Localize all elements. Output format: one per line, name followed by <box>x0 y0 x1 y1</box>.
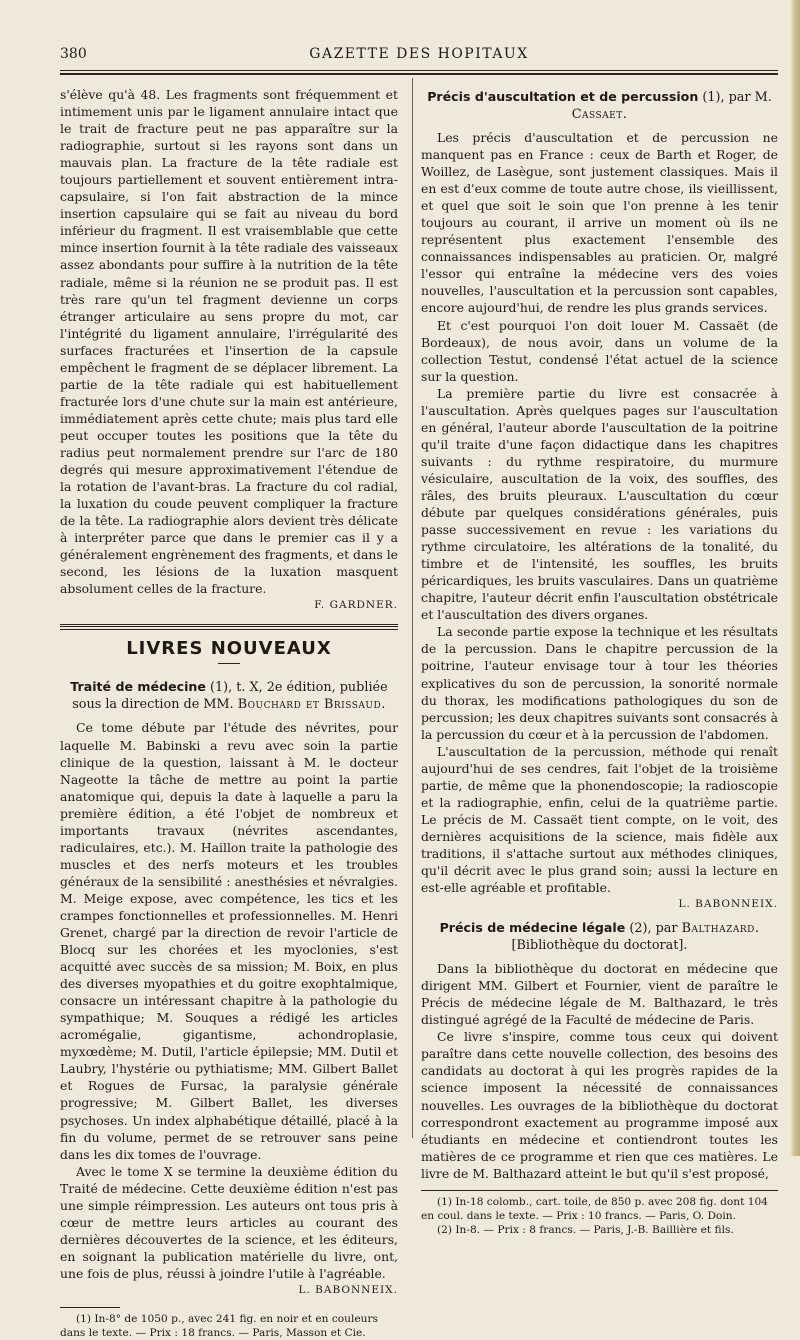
review-note: (2), par <box>625 921 682 937</box>
journal-title: GAZETTE DES HOPITAUX <box>309 46 529 62</box>
footnote-rule <box>421 1190 778 1191</box>
section-rule-thin <box>60 629 398 630</box>
book-spine-edge <box>790 0 800 1156</box>
review-title: Traité de médecine <box>70 679 206 695</box>
review-paragraph: Les précis d'auscultation et de percussion ne manquent pas en France : ceux de Barth et Roger, de Woillez, de Lasègue, sont justement classiques. Mais il en est d'eux comme de toute autre chose, ils vieillissent, et quel que soit le soin que l'on prenne à les tenir toujours au courant, il arrive un moment où ils ne représentent plus exactement l'ensemble des connaissances indispensables au praticien. Or, malgré l'essor qui entraîne la médecine vers des voies nouvelles, l'auscultation et la percussion sont capables, encore aujourd'hui, de rendre les plus grands services. <box>421 130 778 316</box>
review-signature: L. BABONNEIX. <box>298 1284 398 1296</box>
section-title: LIVRES NOUVEAUX <box>126 638 332 660</box>
page-number: 380 <box>60 46 87 62</box>
header-rule-bottom <box>60 73 778 75</box>
article-signature: F. GARDNER. <box>314 599 398 612</box>
review-paragraph: Avec le tome X se termine la deuxième édition du Traité de médecine. Cette deuxième édition n'est pas une simple réimpression. Les auteurs ont tous pris à cœur de mettre leurs articles au courant des dernières découvertes de la science, et les éditeurs, en soignant la publication matérielle du livre, ont, une fois de plus, réussi à joindre l'utile à l'agréable. <box>60 1163 398 1281</box>
review-paragraph: L'auscultation de la percussion, méthode qui renaît aujourd'hui de ses cendres, fait l'objet de la troisième partie, de même que la phonendoscopie; la radioscopie et la radiographie, enfin, celui de la quatrième partie. Le précis de M. Cassaët tient compte, on le voit, des dernières acquisitions de la science, mais fidèle aux traditions, il s'attache surtout aux méthodes cliniques, qu'il décrit avec le plus grand soin; aussi la lecture en est-elle agréable et profitable. <box>421 743 778 896</box>
review-paragraph: Et c'est pourquoi l'on doit louer M. Cassaët (de Bordeaux), de nous avoir, dans un volume de la collection Testut, condensé l'état actuel de la science sur la question. <box>421 317 778 384</box>
review-series: [Bibliothèque du doctorat]. <box>511 938 688 954</box>
review-authors: Bouchard et Brissaud. <box>237 697 386 713</box>
section-rule <box>60 624 398 627</box>
review-heading <box>421 919 778 954</box>
review-title: Précis d'auscultation et de percussion <box>427 89 699 104</box>
column-divider <box>412 78 413 1138</box>
review-heading <box>421 88 778 123</box>
footnote-rule <box>60 1307 120 1308</box>
footnote: (1) In-8° de 1050 p., avec 241 fig. en noir et en couleurs dans le texte. — Prix : 18 francs. — Paris, Masson et Cie. <box>60 1313 378 1340</box>
review-heading <box>60 678 398 713</box>
review-paragraph: La première partie du livre est consacrée à l'auscultation. Après quelques pages sur l'auscultation en général, l'auteur aborde l'auscultation de la poitrine qu'il traite d'une façon didactique dans les chapitres suivants : du rythme respiratoire, du murmure vésiculaire, auscultation de la voix, des souffles, des râles, des bruits pleuraux. L'auscultation du cœur débute par quelques considérations générales, puis passe successivement en revue : les variations du rythme circulatoire, les altérations de la tonalité, du timbre et de l'intensité, les souffles, les bruits péricardiques, les bruits vasculaires. Dans un quatrième chapitre, l'auteur décrit enfin l'auscultation obstétricale et l'auscultation des divers organes. <box>421 385 778 623</box>
review-details: (1), t. X, 2e édition, publiée sous la direction de MM. <box>72 680 388 713</box>
review-paragraph: Ce tome débute par l'étude des névrites, pour laquelle M. Babinski a revu avec soin la partie clinique de la question, laissant à M. le docteur Nageotte la tâche de mettre au point la partie anatomique qui, depuis la date à laquelle a paru la première édition, a été l'objet de nombreux et importants travaux (névrites ascendantes, radiculaires, etc.). M. Haillon traite la pathologie des muscles et des nerfs moteurs et les troubles généraux de la sensibilité : anesthésies et névralgies. M. Meige expose, avec compétence, les tics et les crampes fonctionnelles et professionnelles. M. Henri Grenet, chargé par la direction de revoir l'article de Blocq sur les chorées et les myoclonies, s'est acquitté avec succès de sa mission; M. Boix, en plus des diverses myopathies et du goitre exophtalmique, consacre un intéressant chapitre à la pathologie du sympathique; M. Souques a rédigé les articles acromégalie, gigantisme, achondroplasie, myxœdème; M. Dutil, l'article épilepsie; MM. Dutil et Laubry, l'hystérie ou pythiatisme; MM. Gilbert Ballet et Rogues de Fursac, la paralysie générale progressive; M. Gilbert Ballet, les diverses psychoses. Un index alphabétique détaillé, placé à la fin du volume, permet de se retrouver sans peine dans les dix tomes de l'ouvrage. <box>60 720 398 1162</box>
review-signature: L. BABONNEIX. <box>678 898 778 911</box>
left-column <box>60 86 398 1340</box>
header-rule-top <box>60 70 778 71</box>
review-paragraph: La seconde partie expose la technique et les résultats de la percussion. Dans le chapitre percussion de la poitrine, l'auteur envisage tour à tour les théories explicatives du son de percussion, la sonorité normale du thorax, les modifications pathologiques du son de percussion; les deux chapitres suivants sont consacrés à la percussion du cœur et à la percussion de l'abdomen. <box>421 624 778 742</box>
review-title: Précis de médecine légale <box>439 920 626 936</box>
footnote: (2) In-8. — Prix : 8 francs. — Paris, J.-B. Baillière et fils. <box>437 1223 734 1236</box>
article-continuation: s'élève qu'à 48. Les fragments sont fréquemment et intimement unis par le ligament annulaire intact que le trait de fracture peut ne pas apparaître sur la radiographie, surtout si les rayons sont dans un mauvais plan. La fracture de la tête radiale est toujours partiellement et souvent entièrement intra-capsulaire, si l'on fait abstraction de la mince insertion capsulaire qui se fait au niveau du bord inférieur du fragment. Il est vraisemblable que cette mince insertion fournit à la tête radiale des vaisseaux assez abondants pour suffire à la nutrition de la tête radiale, même si la réunion ne se produit pas. Il est très rare qu'un tel fragment devienne un corps étranger articulaire au sens propre du mot, car l'intégrité du ligament annulaire, l'irrégularité des surfaces fracturées et l'insertion de la capsule empêchent le fragment de se déplacer librement. La partie de la tête radiale qui est habituellement fracturée lors d'une chute sur la main est antérieure, immédiatement après cette chute; mais plus tard elle peut occuper toutes les positions que la tête du radius peut normalement prendre sur l'arc de 180 degrés qui mesure approximativement l'étendue de la rotation de l'avant-bras. La fracture du col radial, la luxation du coude peuvent compliquer la fracture de la tête. La radiographie alors devient très délicate à interpréter parce que dans le premier cas il y a généralement engrènement des fragments, et dans le second, les lésions de la luxation masquent absolument celles de la fracture. <box>60 87 398 597</box>
review-author: Balthazard. <box>681 921 760 937</box>
review-note: (1), par M. <box>698 90 772 105</box>
section-title-underline <box>218 663 240 664</box>
review-paragraph: Dans la bibliothèque du doctorat en médecine que dirigent MM. Gilbert et Fournier, vient de paraître le Précis de médecine légale de M. Balthazard, le très distingué agrégé de la Faculté de médecine de Paris. <box>421 961 778 1028</box>
review-paragraph: Ce livre s'inspire, comme tous ceux qui doivent paraître dans cette nouvelle collection, des besoins des candidats au doctorat à qui les progrès rapides de la science imposent la nécessité de connaissances nouvelles. Les ouvrages de la bibliothèque du doctorat correspondront exactement au programme imposé aux étudiants en médecine et contiendront toutes les matières de ce programme et rien que ces matières. Le livre de M. Balthazard atteint le but qu'il s'est proposé, <box>421 1029 778 1181</box>
right-column <box>421 86 778 1237</box>
running-header <box>60 42 778 68</box>
review-author: Cassaet. <box>571 107 628 122</box>
footnote: (1) In-18 colomb., cart. toile, de 850 p. avec 208 fig. dont 104 en coul. dans le texte. — Prix : 10 francs. — Paris, O. Doin. <box>421 1195 768 1222</box>
